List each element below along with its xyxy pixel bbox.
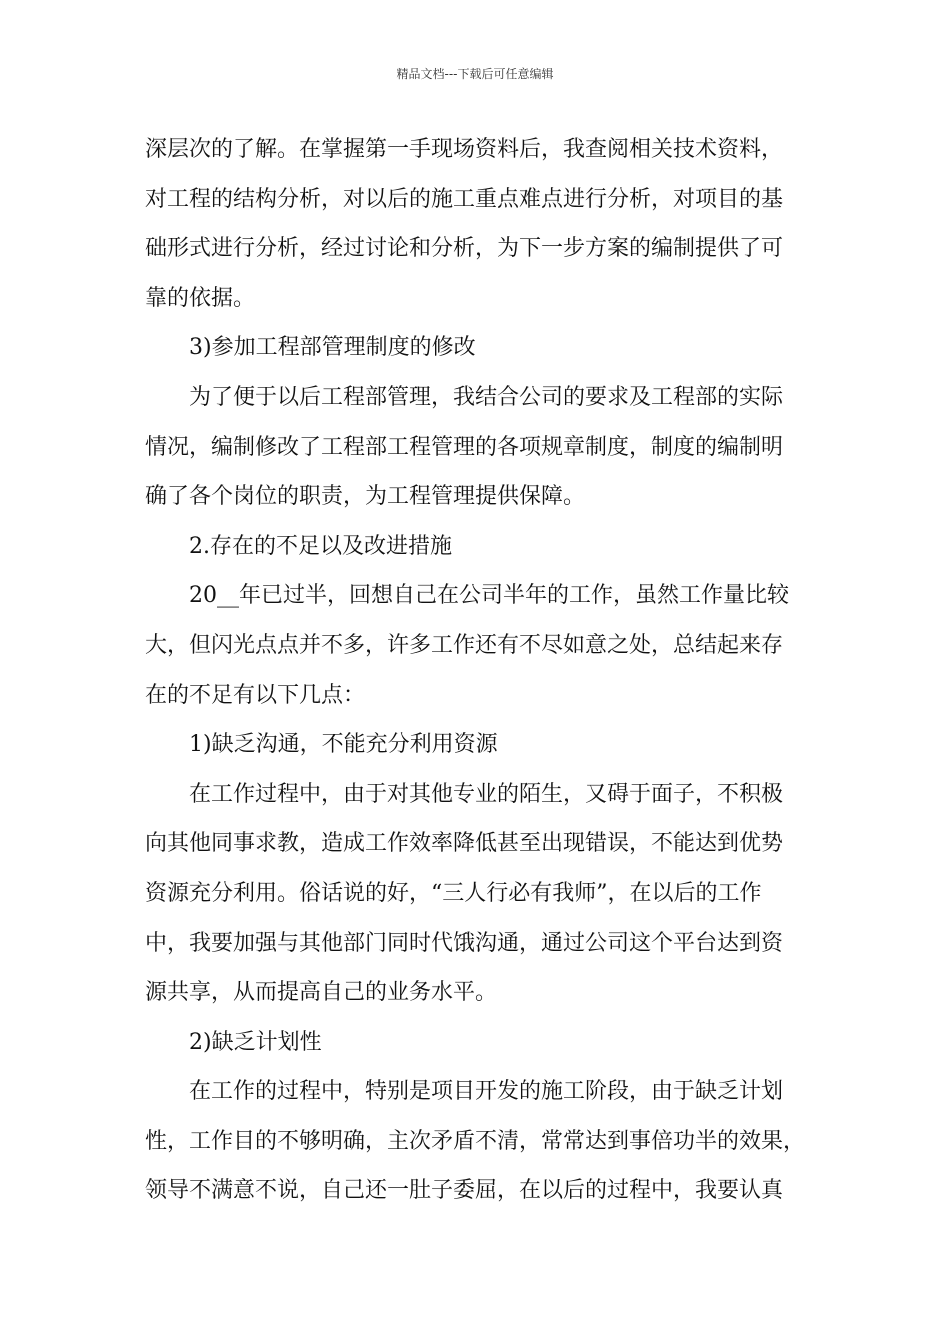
text-line: 为了便于以后工程部管理，我结合公司的要求及工程部的实际 bbox=[189, 384, 784, 410]
text-line: 领导不满意不说，自己还一肚子委屈，在以后的过程中，我要认真 bbox=[145, 1178, 784, 1204]
text-line: 20__年已过半，回想自己在公司半年的工作，虽然工作量比较 bbox=[189, 583, 789, 609]
subheading: 3)参加工程部管理制度的修改 bbox=[189, 335, 476, 361]
text-line: 靠的依据。 bbox=[145, 285, 256, 311]
text-line: 情况，编制修改了工程部工程管理的各项规章制度，制度的编制明 bbox=[145, 434, 784, 460]
text-line: 深层次的了解。在掌握第一手现场资料后，我查阅相关技术资料， bbox=[145, 137, 784, 162]
text-line: 性，工作目的不够明确，主次矛盾不清，常常达到事倍功半的效果， bbox=[145, 1128, 806, 1154]
subheading: 2)缺乏计划性 bbox=[189, 1029, 322, 1055]
subheading: 1)缺乏沟通，不能充分利用资源 bbox=[189, 732, 498, 758]
text-line: 确了各个岗位的职责，为工程管理提供保障。 bbox=[145, 484, 586, 510]
text-line: 在工作的过程中，特别是项目开发的施工阶段，由于缺乏计划 bbox=[189, 1079, 784, 1105]
text-line: 大，但闪光点点并不多，许多工作还有不尽如意之处，总结起来存 bbox=[145, 632, 784, 658]
section-heading: 2.存在的不足以及改进措施 bbox=[189, 533, 452, 559]
text-line: 向其他同事求教，造成工作效率降低甚至出现错误，不能达到优势 bbox=[145, 831, 784, 857]
text-line: 在工作过程中，由于对其他专业的陌生，又碍于面子，不积极 bbox=[189, 781, 784, 807]
text-line: 源共享，从而提高自己的业务水平。 bbox=[145, 980, 498, 1006]
text-line: 中，我要加强与其他部门同时代饿沟通，通过公司这个平台达到资 bbox=[145, 930, 784, 956]
text-line: 在的不足有以下几点： bbox=[145, 682, 366, 708]
text-line: 对工程的结构分析，对以后的施工重点难点进行分析，对项目的基 bbox=[145, 186, 784, 212]
text-line: 资源充分利用。俗话说的好，“三人行必有我师”，在以后的工作 bbox=[145, 880, 762, 906]
text-line: 础形式进行分析，经过讨论和分析，为下一步方案的编制提供了可 bbox=[145, 236, 784, 262]
page-header: 精品文档---下载后可任意编辑 bbox=[396, 67, 554, 81]
document-body bbox=[145, 125, 825, 1216]
